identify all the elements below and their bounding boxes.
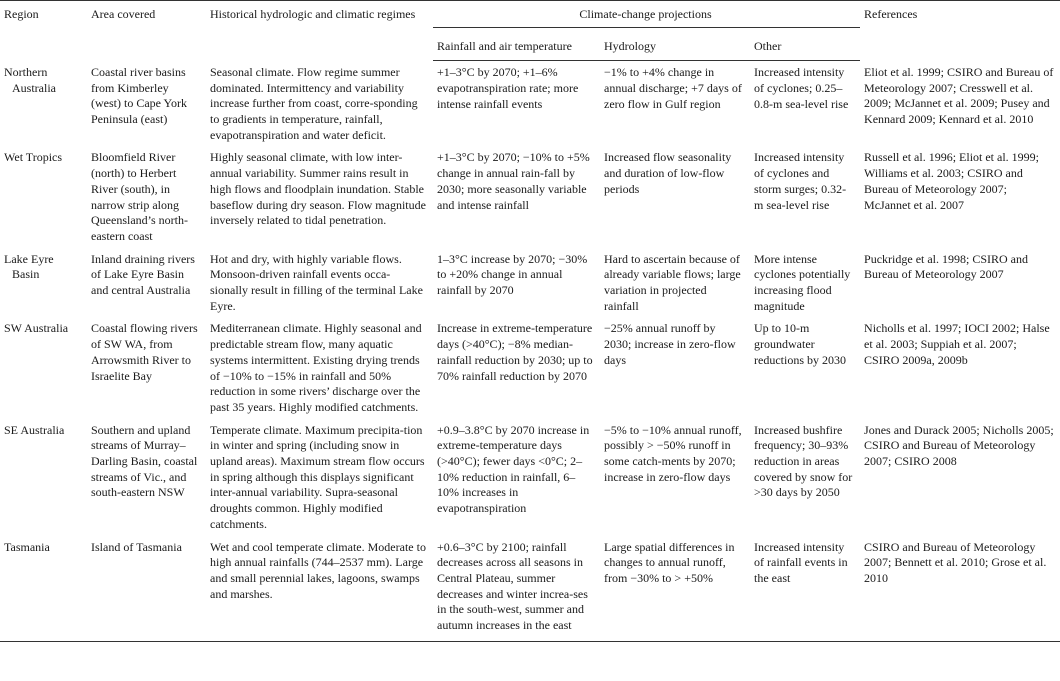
cell-rainfall: 1–3°C increase by 2070; −30% to +20% change in annual rainfall by 2070 [437,251,588,298]
subheader-rainfall-temperature: Rainfall and air temperature [433,27,600,61]
table-row-tasmania [0,536,1060,642]
cell-hydrology: −1% to +4% change in annual discharge; +7 days of zero flow in Gulf region [604,65,742,111]
table-row-sw-australia [0,317,1060,418]
cell-region: Wet Tropics [4,150,63,165]
cell-other: Increased intensity of rainfall events in the east [750,536,860,642]
table-row-se-australia [0,419,1060,536]
cell-rainfall: +1–3°C by 2070; −10% to +5% change in annual rain-fall by 2030; more seasonally variable and intense rainfall [437,150,590,212]
cell-regimes: Mediterranean climate. Highly seasonal and predictable stream flow, many aquatic systems intermittent. Existing drying trends of −10% to −15% in rainfall and 50% reduction in some rivers’ discharge over the past 35 years. Highly modified catchments. [210,321,422,414]
cell-references: Nicholls et al. 1997; IOCI 2002; Halse et al. 2003; Suppiah et al. 2007; CSIRO 2009a, 2009b [864,321,1050,367]
region-name: Lake Eyre [4,251,54,266]
cell-regimes: Wet and cool temperate climate. Moderate to high annual rainfalls (744–2537 mm). Large and small perennial lakes, lagoons, swamps and marshes. [206,536,433,642]
cell-area: Island of Tasmania [87,536,206,642]
cell-regimes: Highly seasonal climate, with low inter-annual variability. Summer rains result in high flows and floodplain inundation. Stable baseflow during dry season. Flow magnitude inversely related to tidal penetration. [210,150,426,228]
cell-references: Jones and Durack 2005; Nicholls 2005; CSIRO and Bureau of Meteorology 2007; CSIRO 2008 [864,422,1054,469]
cell-region: SE Australia [4,422,65,437]
cell-references: Russell et al. 1996; Eliot et al. 1999; Williams et al. 2003; CSIRO and Bureau of Meteorology 2007; McJannet et al. 2007 [864,150,1040,212]
cell-area: Coastal flowing rivers of SW WA, from Arrowsmith River to Israelite Bay [91,321,198,383]
cell-hydrology: −5% to −10% annual runoff, possibly > −50% runoff in some catch-ments by 2070; increase in zero-flow days [604,422,742,484]
cell-other: More intense cyclones potentially increasing flood magnitude [754,251,851,313]
cell-rainfall: +0.9–3.8°C by 2070 increase in extreme-temperature days (>40°C); fewer days <0°C; 2–10% reduction in rainfall, 6–10% increases in evapotranspiration [437,422,590,516]
cell-rainfall: Increase in extreme-temperature days (>40°C); −8% median-rainfall reduction by 2030; up to 70% rainfall reduction by 2070 [437,321,593,383]
cell-regimes: Seasonal climate. Flow regime summer dominated. Intermittency and variability increase further from coast, corre-sponding to gradients in temperature, rainfall, evapotranspiration and water deficit. [210,64,418,142]
cell-area: Coastal river basins from Kimberley (west) to Cape York Peninsula (east) [91,64,187,127]
header-area-covered: Area covered [87,1,206,61]
cell-rainfall: +0.6–3°C by 2100; rainfall decreases across all seasons in Central Plateau, summer decreases and winter increa-ses in the south-west, summer and autumn increases in the east [433,536,600,642]
cell-other: Increased bushfire frequency; 30–93% reduction in areas covered by snow for >30 days by 2050 [754,422,853,500]
cell-region: SW Australia [4,321,69,336]
cell-area: Southern and upland streams of Murray–Darling Basin, coastal streams of Vic., and south-eastern NSW [91,422,198,500]
cell-references: Eliot et al. 1999; CSIRO and Bureau of Meteorology 2007; Cresswell et al. 2009; McJannet et al. 2009; Pusey and Kennard 2009; Kennard et al. 2010 [864,64,1054,127]
subheader-other: Other [750,27,860,61]
subheader-hydrology: Hydrology [600,27,750,61]
table-row-wet-tropics [0,146,1060,247]
header-region: Region [0,1,87,61]
cell-region [0,248,87,318]
cell-regimes: Hot and dry, with highly variable flows. Monsoon-driven rainfall events occa-sionally result in filling of the terminal Lake Eyre. [210,251,423,313]
region-name: Northern [4,64,48,79]
header-references: References [860,1,1060,61]
cell-hydrology: Large spatial differences in changes to annual runoff, from −30% to > +50% [600,536,750,642]
cell-rainfall: +1–3°C by 2070; +1–6% evapotranspiration rate; more intense rainfall events [437,65,579,111]
cell-other: Increased intensity of cyclones and storm surges; 0.32-m sea-level rise [754,150,847,212]
table-row-northern-australia [0,61,1060,147]
header-climate-change-projections: Climate-change projections [433,1,860,28]
cell-hydrology: Increased flow seasonality and duration of low-flow periods [604,150,732,196]
cell-references: CSIRO and Bureau of Meteorology 2007; Bennett et al. 2010; Grose et al. 2010 [860,536,1060,642]
cell-other: Increased intensity of cyclones; 0.25–0.8-m sea-level rise [754,65,849,111]
cell-references: Puckridge et al. 1998; CSIRO and Bureau of Meteorology 2007 [864,251,1029,282]
cell-region: Tasmania [0,536,87,642]
cell-area: Bloomfield River (north) to Herbert River (south), in narrow strip along Queensland’s north-eastern coast [91,150,188,243]
cell-area: Inland draining rivers of Lake Eyre Basin and central Australia [91,251,195,298]
cell-hydrology: Hard to ascertain because of already variable flows; large variation in projected rainfall [604,251,741,313]
region-name-cont: Australia [12,80,56,95]
cell-hydrology: −25% annual runoff by 2030; increase in zero-flow days [604,321,736,367]
table-row-lake-eyre-basin [0,248,1060,318]
header-historical-regimes: Historical hydrologic and climatic regimes [206,1,433,61]
cell-region [0,61,87,147]
cell-other: Up to 10-m groundwater reductions by 2030 [754,321,846,367]
cell-regimes: Temperate climate. Maximum precipita-tion in winter and spring (including snow in upland areas). Maximum stream flow occurs in spring although this displays significant inter-annual variability. Supra-seasonal droughts common. Highly modified catchments. [210,422,425,531]
region-name-cont: Basin [12,267,40,282]
